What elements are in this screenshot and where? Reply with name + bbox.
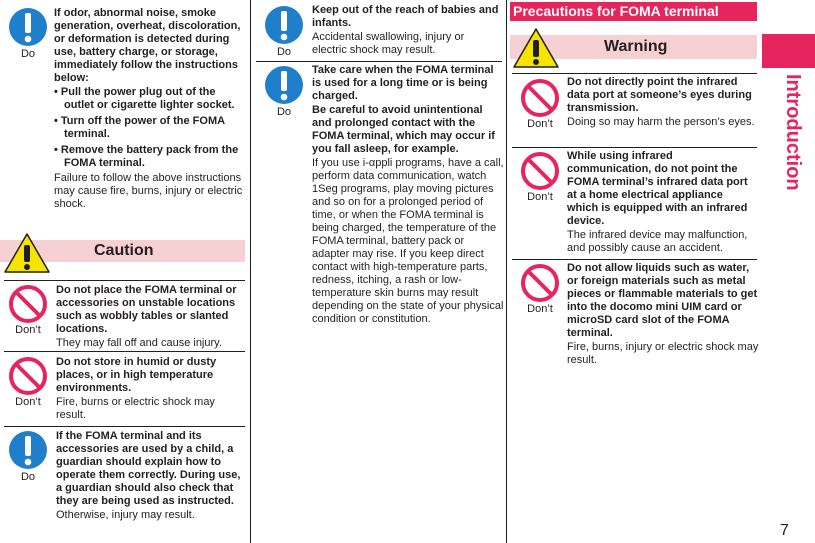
caution-item-unstable [56,284,248,350]
column-divider [250,0,251,543]
item-heading: Do not place the FOMA terminal or accessories on unstable locations such as wobbly tables or slanted locations. [56,284,237,335]
dont-label: Don’t [15,396,41,408]
item-heading: Take care when the FOMA terminal is used for a long time or is being charged. [312,64,494,102]
warning-item-infrared-appliance [567,150,757,255]
item-heading: If odor, abnormal noise, smoke generation, overheat, discoloration, or deformation is detected during use, battery charge, or storage, immediately follow the instructions below: [54,7,241,84]
item-heading: Do not allow liquids such as water, or foreign materials such as metal pieces or flammable materials to get into the docomo mini UIM card or microSD card slot of the FOMA terminal. [567,262,758,339]
dont-label: Don’t [527,191,553,203]
prohibited-icon [516,78,564,130]
prohibited-icon [516,151,564,203]
warning-item-liquids [567,262,759,367]
prohibited-icon [4,356,52,408]
divider [4,426,245,427]
divider [4,351,245,352]
do-label: Do [276,106,292,118]
divider [256,61,502,62]
item-body: Accidental swallowing, injury or electric shock may result. [312,31,465,56]
bullet: • Pull the power plug out of the outlet or cigarette lighter socket. [54,86,235,111]
item-heading: Do not directly point the infrared data port at someone’s eyes during transmission. [567,76,752,114]
item-body: Fire, burns or electric shock may result. [56,396,215,421]
item-heading: Do not store in humid or dusty places, or in high temperature environments. [56,356,217,394]
column-divider [506,0,507,543]
item-body: The infrared device may malfunction, and possibly cause an accident. [567,229,748,254]
warning-item-odor [54,7,246,211]
do-label: Do [276,46,292,58]
do-icon [260,4,308,58]
item-heading: If the FOMA terminal and its accessories are used by a child, a guardian should explain how to operate them correctly. During use, a guardian should also check that they are being used as instructed. [56,430,241,507]
do-icon [4,429,52,483]
item-body: Otherwise, injury may result. [56,509,195,521]
caution-title: Caution [94,242,154,259]
do-icon [260,64,308,118]
dont-label: Don’t [527,303,553,315]
caution-item-humid [56,356,244,422]
bullet: • Remove the battery pack from the FOMA terminal. [54,144,239,169]
warning-title: Warning [604,38,668,55]
item-subheading: Be careful to avoid unintentional and prolonged contact with the FOMA terminal, which may occur if you fall asleep, for example. [312,104,495,155]
prohibited-icon [4,284,52,336]
caution-item-prolonged-use [312,64,504,326]
side-tab-text: Introduction [782,74,804,191]
dont-label: Don’t [527,118,553,130]
bullet: • Turn off the power of the FOMA terminal. [54,115,225,140]
side-tab-label [762,74,815,194]
warning-icon [512,27,560,74]
section-title: Precautions for FOMA terminal [513,3,719,19]
do-label: Do [20,48,36,60]
caution-icon [3,232,51,279]
warning-item-infrared-eyes [567,76,757,129]
do-icon [4,6,52,60]
side-tab-marker [762,34,815,68]
item-body: Fire, burns, injury or electric shock may result. [567,341,759,366]
item-heading: Keep out of the reach of babies and infants. [312,4,499,29]
item-body: Failure to follow the above instructions may cause fire, burns, injury or electric shock. [54,172,243,210]
item-body: Doing so may harm the person’s eyes. [567,116,755,128]
item-body: They may fall off and cause injury. [56,337,222,349]
divider [512,259,757,260]
caution-item-child [56,430,248,522]
item-heading: While using infrared communication, do not point the FOMA terminal’s infrared data port at a home electrical appliance which is equipped with an infrared device. [567,150,748,227]
divider [4,280,245,281]
prohibited-icon [516,263,564,315]
item-body: If you use i-αppli programs, have a call, perform data communication, watch 1Seg programs, play moving pictures and so on for a prolonged period of time, or when the FOMA terminal is being charged, the temperature of the FOMA terminal, battery pack or adapter may rise. If you keep direct contact with high-temperature parts, redness, itching, a rash or low-temperature skin burns may result depending on the state of your physical condition or constitution. [312,157,504,325]
caution-item-babies [312,4,502,57]
section-title-bar [510,2,757,21]
dont-label: Don’t [15,324,41,336]
divider [512,147,757,148]
divider [512,73,757,74]
do-label: Do [20,471,36,483]
page-number: 7 [780,522,789,539]
